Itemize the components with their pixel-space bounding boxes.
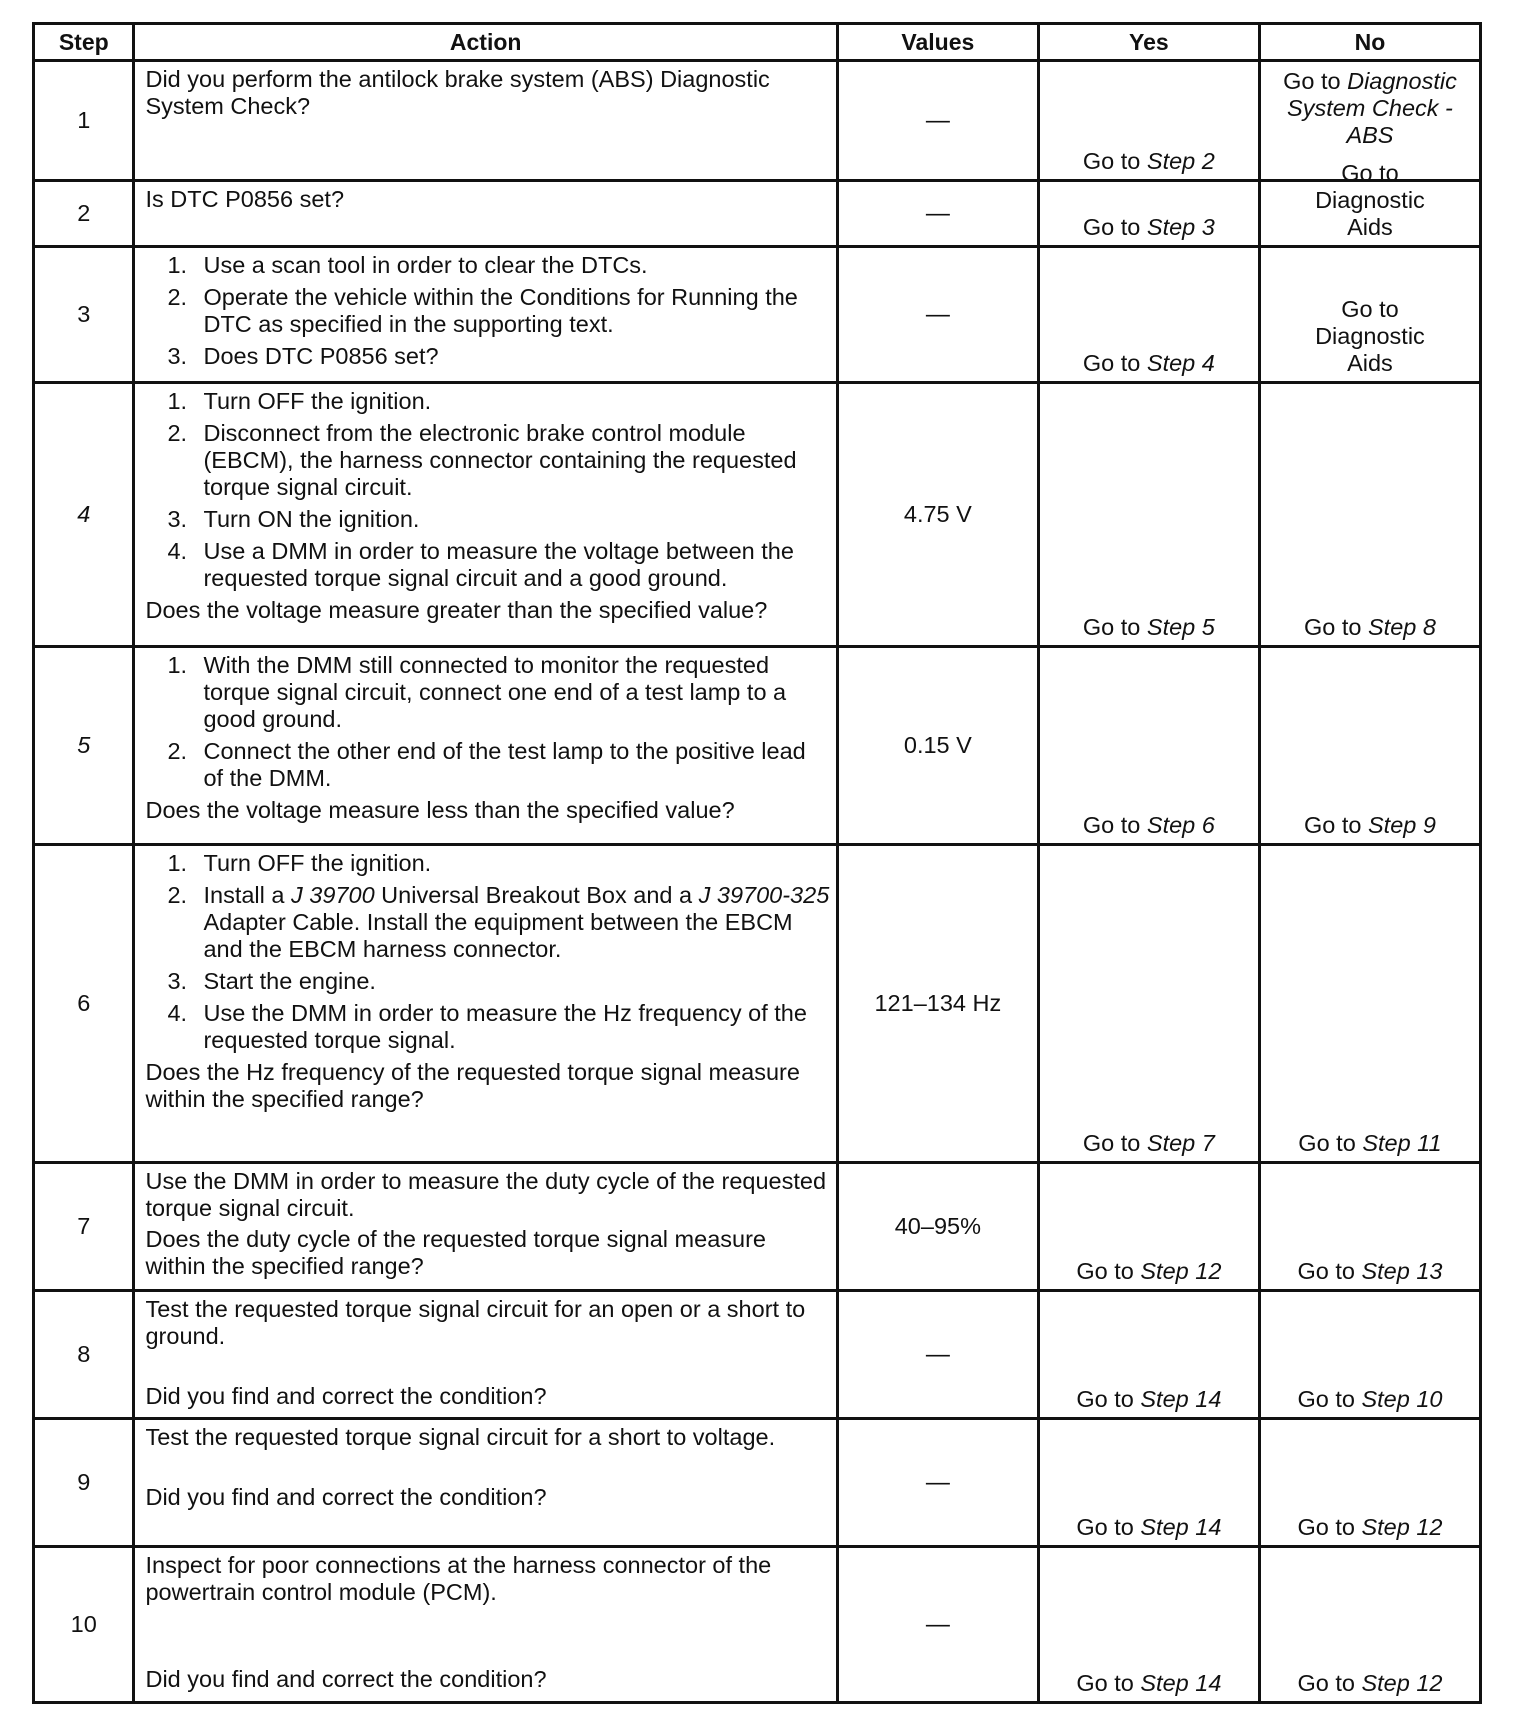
yes-cell <box>1038 1547 1259 1703</box>
list-item: 1. With the DMM still connected to monitor the requested torque signal circuit, connect one end of a test lamp to a good ground. <box>167 652 787 732</box>
yes-link <box>1040 1670 1258 1697</box>
step-number: 7 <box>34 1163 134 1291</box>
no-link <box>1261 68 1479 149</box>
no-link <box>1261 1514 1479 1541</box>
no-link: Go to Diagnostic Aids <box>1315 160 1425 240</box>
step-number: 6 <box>34 845 134 1163</box>
yes-target: Step 6 <box>1146 812 1215 838</box>
no-target: Diagnostic System Check - ABS <box>1287 68 1457 148</box>
yes-link <box>1040 214 1258 241</box>
yes-target: Step 12 <box>1140 1258 1222 1284</box>
action-cell <box>134 247 837 383</box>
step-number: 4 <box>34 383 134 647</box>
action-question: Does the voltage measure less than the specified value? <box>145 797 735 823</box>
no-cell <box>1259 845 1480 1163</box>
list-item: 2. Operate the vehicle within the Conditions for Running the DTC as specified in the supporting text. <box>167 284 798 337</box>
yes-cell <box>1038 61 1259 181</box>
action-cell <box>134 1547 837 1703</box>
action-cell <box>134 1419 837 1547</box>
header-step: Step <box>34 24 134 61</box>
yes-prefix: Go to <box>1082 214 1147 240</box>
no-cell <box>1259 160 1480 247</box>
values-cell: 40–95% <box>837 1163 1038 1291</box>
no-cell <box>1259 247 1480 383</box>
header-yes: Yes <box>1038 24 1259 61</box>
yes-target: Step 14 <box>1140 1670 1222 1696</box>
action-text: Use the DMM in order to measure the duty cycle of the requested torque signal circuit. <box>145 1168 827 1221</box>
action-cell <box>134 181 837 247</box>
values-cell: — <box>837 1547 1038 1703</box>
header-action: Action <box>134 24 837 61</box>
action-question: Does the duty cycle of the requested torque signal measure within the specified range? <box>145 1226 766 1279</box>
yes-cell <box>1038 647 1259 845</box>
yes-target: Step 5 <box>1146 614 1215 640</box>
no-cell <box>1259 383 1480 647</box>
action-cell <box>134 845 837 1163</box>
list-item: 2. Install a J 39700 Universal Breakout Box and a J 39700-325 Adapter Cable. Install the equipment between the EBCM and the EBCM harness connector. <box>167 882 830 962</box>
no-cell <box>1259 1163 1480 1291</box>
yes-prefix: Go to <box>1076 1386 1141 1412</box>
list-item: 1. Use a scan tool in order to clear the DTCs. <box>167 252 648 278</box>
yes-cell <box>1038 1291 1259 1419</box>
table-row-step-4 <box>34 383 1481 647</box>
yes-prefix: Go to <box>1082 148 1147 174</box>
action-steps-list <box>145 850 829 1054</box>
no-target: Step 9 <box>1367 812 1436 838</box>
no-cell <box>1259 647 1480 845</box>
action-question: Does the voltage measure greater than the specified value? <box>145 597 768 623</box>
action-cell <box>134 647 837 845</box>
no-target: Step 12 <box>1361 1514 1443 1540</box>
list-item: 3. Turn ON the ignition. <box>167 506 420 532</box>
yes-cell <box>1038 845 1259 1163</box>
no-prefix: Go to <box>1303 812 1368 838</box>
no-target: Step 12 <box>1361 1670 1443 1696</box>
yes-prefix: Go to <box>1082 1130 1147 1156</box>
list-item: 2. Connect the other end of the test lamp to the positive lead of the DMM. <box>167 738 806 791</box>
action-cell <box>134 61 837 181</box>
action-steps-list <box>145 652 829 792</box>
action-text: Inspect for poor connections at the harness connector of the powertrain control module (PCM). <box>145 1552 772 1605</box>
yes-target: Step 3 <box>1146 214 1215 240</box>
yes-link <box>1040 350 1258 377</box>
action-text: Did you perform the antilock brake system (ABS) Diagnostic System Check? <box>145 66 770 119</box>
tool-part-number: J 39700 <box>291 882 375 908</box>
step-number: 5 <box>34 647 134 845</box>
diagnostic-table <box>32 22 1482 1704</box>
step-number: 8 <box>34 1291 134 1419</box>
table-row-step-3 <box>34 247 1481 383</box>
step-number: 2 <box>34 181 134 247</box>
no-prefix: Go to <box>1303 614 1368 640</box>
no-link: Go to Diagnostic Aids <box>1315 296 1425 376</box>
yes-prefix: Go to <box>1082 614 1147 640</box>
yes-cell <box>1038 383 1259 647</box>
yes-target: Step 2 <box>1146 148 1215 174</box>
action-question: Did you find and correct the condition? <box>145 1484 547 1510</box>
yes-target: Step 4 <box>1146 350 1215 376</box>
action-question: Does the Hz frequency of the requested torque signal measure within the specified range? <box>145 1059 800 1112</box>
no-target: Step 13 <box>1361 1258 1443 1284</box>
no-cell <box>1259 1547 1480 1703</box>
no-cell <box>1259 1419 1480 1547</box>
action-cell <box>134 383 837 647</box>
step-number: 1 <box>34 61 134 181</box>
values-cell: — <box>837 247 1038 383</box>
header-values: Values <box>837 24 1038 61</box>
values-cell: — <box>837 1419 1038 1547</box>
list-item: 4. Use a DMM in order to measure the voltage between the requested torque signal circuit and a good ground. <box>167 538 794 591</box>
values-cell: 0.15 V <box>837 647 1038 845</box>
yes-cell <box>1038 181 1259 247</box>
header-row <box>34 24 1481 61</box>
yes-prefix: Go to <box>1082 812 1147 838</box>
no-link <box>1261 1386 1479 1413</box>
yes-prefix: Go to <box>1082 350 1147 376</box>
list-item: 3. Start the engine. <box>167 968 376 994</box>
diagnostic-table-sheet <box>32 22 1482 1704</box>
list-item: 1. Turn OFF the ignition. <box>167 388 432 414</box>
yes-cell <box>1038 247 1259 383</box>
table-row-step-5 <box>34 647 1481 845</box>
no-link <box>1261 614 1479 641</box>
no-link <box>1261 1130 1479 1157</box>
table-row-step-6 <box>34 845 1481 1163</box>
yes-prefix: Go to <box>1076 1514 1141 1540</box>
action-cell <box>134 1291 837 1419</box>
no-link <box>1261 1670 1479 1697</box>
action-steps-list <box>145 388 829 592</box>
table-row-step-9 <box>34 1419 1481 1547</box>
action-text: Test the requested torque signal circuit for a short to voltage. <box>145 1424 776 1450</box>
list-item: 2. Disconnect from the electronic brake control module (EBCM), the harness connector containing the requested torque signal circuit. <box>167 420 797 500</box>
yes-prefix: Go to <box>1076 1670 1141 1696</box>
yes-link <box>1040 1514 1258 1541</box>
yes-target: Step 14 <box>1140 1386 1222 1412</box>
no-target: Step 10 <box>1361 1386 1443 1412</box>
yes-cell <box>1038 1419 1259 1547</box>
table-row-step-8 <box>34 1291 1481 1419</box>
values-cell: 121–134 Hz <box>837 845 1038 1163</box>
header-no: No <box>1259 24 1480 61</box>
table-row-step-2 <box>34 181 1481 247</box>
no-link <box>1261 812 1479 839</box>
values-cell: — <box>837 181 1038 247</box>
action-cell <box>134 1163 837 1291</box>
yes-link <box>1040 1130 1258 1157</box>
action-steps-list <box>145 252 829 370</box>
action-text: Is DTC P0856 set? <box>145 186 345 212</box>
no-prefix: Go to <box>1297 1514 1362 1540</box>
list-item: 4. Use the DMM in order to measure the Hz frequency of the requested torque signal. <box>167 1000 807 1053</box>
yes-prefix: Go to <box>1076 1258 1141 1284</box>
no-prefix: Go to <box>1283 68 1348 94</box>
list-item: 1. Turn OFF the ignition. <box>167 850 432 876</box>
yes-link <box>1040 812 1258 839</box>
values-cell: — <box>837 1291 1038 1419</box>
table-row-step-10 <box>34 1547 1481 1703</box>
step-number: 3 <box>34 247 134 383</box>
yes-target: Step 7 <box>1146 1130 1215 1156</box>
list-item: 3. Does DTC P0856 set? <box>167 343 439 369</box>
no-prefix: Go to <box>1297 1386 1362 1412</box>
action-text: Test the requested torque signal circuit for an open or a short to ground. <box>145 1296 806 1349</box>
tool-part-number: J 39700-325 <box>698 882 830 908</box>
no-target: Step 8 <box>1367 614 1436 640</box>
step-number: 10 <box>34 1547 134 1703</box>
step-number: 9 <box>34 1419 134 1547</box>
no-cell <box>1259 1291 1480 1419</box>
yes-link <box>1040 1258 1258 1285</box>
no-prefix: Go to <box>1297 1258 1362 1284</box>
values-cell: — <box>837 61 1038 181</box>
no-target: Step 11 <box>1362 1130 1442 1156</box>
yes-target: Step 14 <box>1140 1514 1222 1540</box>
yes-link <box>1040 614 1258 641</box>
no-link <box>1261 1258 1479 1285</box>
table-row-step-7 <box>34 1163 1481 1291</box>
yes-link <box>1040 148 1258 175</box>
no-prefix: Go to <box>1297 1670 1362 1696</box>
action-question: Did you find and correct the condition? <box>145 1383 547 1409</box>
yes-cell <box>1038 1163 1259 1291</box>
no-prefix: Go to <box>1298 1130 1363 1156</box>
yes-link <box>1040 1386 1258 1413</box>
values-cell: 4.75 V <box>837 383 1038 647</box>
action-question: Did you find and correct the condition? <box>145 1666 547 1692</box>
